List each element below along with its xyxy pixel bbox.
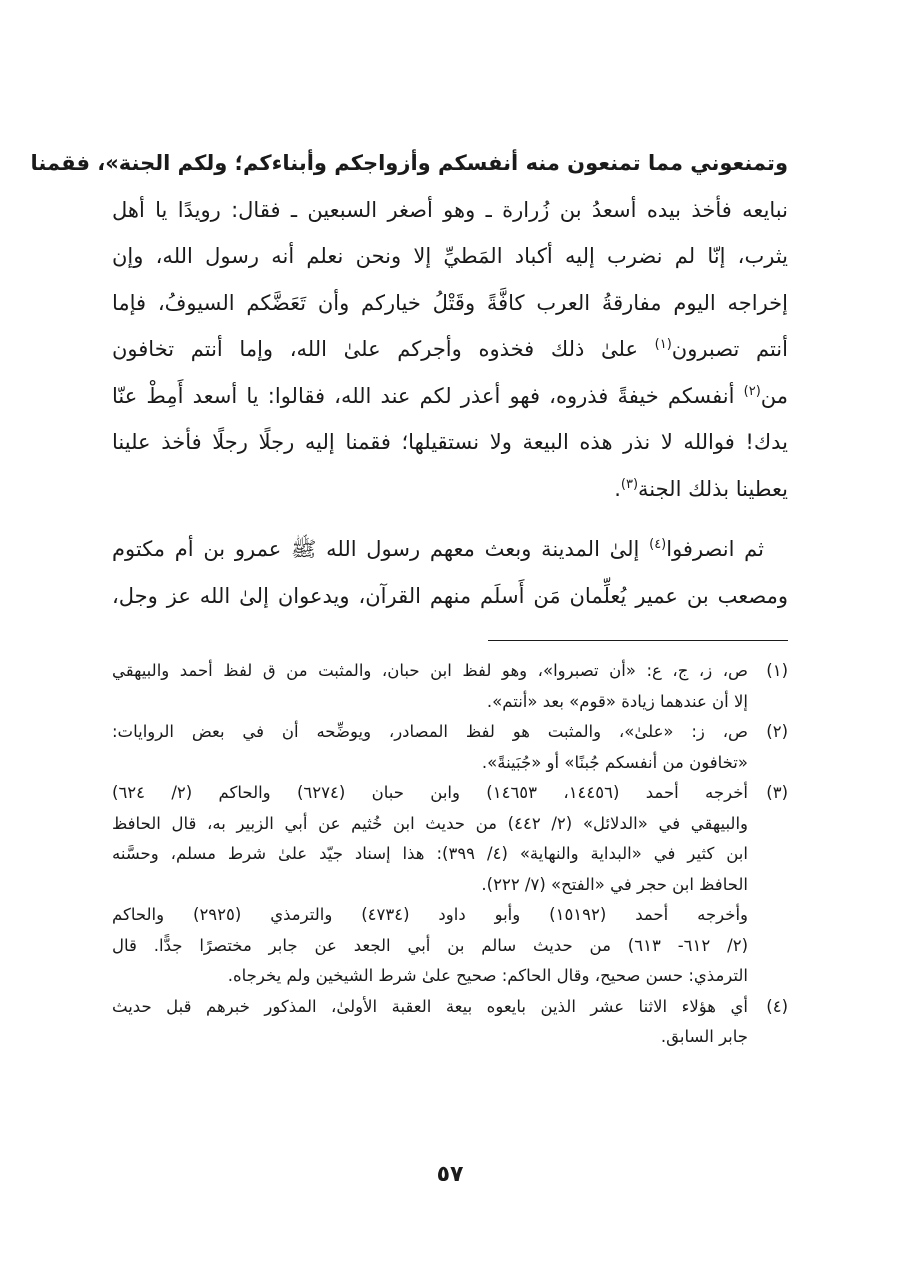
footnote-marker[interactable]: (٢) <box>743 383 761 399</box>
footnote-3 <box>112 778 788 992</box>
text-span: ثم انصرفوا <box>666 537 764 561</box>
footnote-divider <box>488 640 788 641</box>
text-line: يثرب، إنّا لم نضرب إليه أكباد المَطيِّ إلا ونحن نعلم أنه رسول الله، وإن <box>112 244 788 268</box>
footnote-line: الحافظ ابن حجر في «الفتح» (٧/ ٢٢٢). <box>481 874 748 894</box>
text-span: إلىٰ المدينة وبعث معهم رسول الله ﷺ عمرو بن أم مكتوم <box>112 537 650 561</box>
footnote-line: «تخافون من أنفسكم جُبنًا» أو «جُبَينةً». <box>481 752 748 772</box>
footnote-4 <box>112 992 788 1053</box>
footnote-marker[interactable]: (٣) <box>620 476 639 492</box>
text-span: من <box>760 383 788 408</box>
text-span: علىٰ ذلك فخذوه وأجركم علىٰ الله، وإما أنتم تخافون <box>112 337 655 361</box>
footnote-number: (٤) <box>766 996 788 1016</box>
footnote-line: ص، ز: «علىٰ»، والمثبت هو لفظ المصادر، ويوضِّحه أن في بعض الروايات: <box>112 722 748 741</box>
footnote-body <box>112 992 748 1053</box>
footnote-line: وأخرجه أحمد (١٥١٩٢) وأبو داود (٤٧٣٤) والترمذي (٢٩٢٥) والحاكم <box>112 905 749 924</box>
footnote-line: أخرجه أحمد (١٤٤٥٦، ١٤٦٥٣) وابن حبان (٦٢٧٤) والحاكم (٢/ ٦٢٤) <box>112 783 748 802</box>
footnote-line: إلا أن عندهما زيادة «قوم» بعد «أنتم». <box>486 691 748 711</box>
text-line: إخراجه اليوم مفارقةُ العرب كافَّةً وقَتْلُ خياركم وأن تَعَضَّكم السيوفُ، فإما <box>112 290 788 315</box>
footnote-1 <box>112 656 788 717</box>
footnotes <box>112 656 788 1053</box>
footnote-marker[interactable]: (١) <box>654 337 672 352</box>
footnote-body <box>112 656 748 717</box>
text-line: ومصعب بن عمير يُعلِّمان مَن أَسلَم منهم القرآن، ويدعوان إلىٰ الله عز وجل، <box>112 583 788 608</box>
footnote-line: الترمذي: حسن صحيح، وقال الحاكم: صحيح علىٰ شرط الشيخين ولم يخرجاه. <box>227 966 748 985</box>
footnote-line: والبيهقي في «الدلائل» (٢/ ٤٤٢) من حديث ابن خُثيم عن أبي الزبير به، قال الحافظ <box>112 813 749 833</box>
text-line <box>30 140 788 187</box>
text-span: أنفسكم خيفةً فذروه، فهو أعذر لكم عند الله، فقالوا: يا أسعد أَمِطْ عنّا <box>112 383 744 408</box>
text-line: نبايعه فأخذ بيده أسعدُ بن زُرارة ـ وهو أصغر السبعين ـ فقال: رويدًا يا أهل <box>112 197 788 222</box>
paragraph-gap <box>112 512 788 526</box>
footnote-number: (٢) <box>766 722 788 741</box>
footnote-line: أي هؤلاء الاثنا عشر الذين بايعوه بيعة العقبة الأولىٰ، المذكور خبرهم قبل حديث <box>112 996 748 1016</box>
footnote-body <box>112 717 748 778</box>
main-text <box>30 140 788 619</box>
footnote-line: (٢/ ٦١٢- ٦١٣) من حديث سالم بن أبي الجعد عن جابر مختصرًا جدًّا. قال <box>112 935 748 955</box>
text-line <box>112 526 788 573</box>
text-line <box>112 326 788 373</box>
footnote-marker[interactable]: (٤) <box>649 537 667 552</box>
page-number: ٥٧ <box>436 1162 464 1187</box>
text-line: يدك! فوالله لا نذر هذه البيعة ولا نستقيلها؛ فقمنا إليه رجلًا رجلًا فأخذ علينا <box>112 430 788 454</box>
footnote-2 <box>112 717 788 778</box>
text-line <box>112 466 788 513</box>
footnote-number: (٣) <box>766 783 788 802</box>
footnote-body <box>112 778 748 992</box>
page-body <box>30 140 788 619</box>
text-span: يعطينا بذلك الجنة <box>638 476 788 501</box>
text-span: وتمنعوني مما تمنعون منه أنفسكم وأزواجكم وأبناءكم؛ ولكم الجنة»، فقمنا <box>30 151 788 175</box>
footnote-line: جابر السابق. <box>660 1027 748 1046</box>
footnote-line: ص، ز، ج، ع: «أن تصبروا»، وهو لفظ ابن حبان، والمثبت من ق لفظ أحمد والبيهقي <box>112 661 748 680</box>
footnote-number: (١) <box>766 661 788 680</box>
footnote-line: ابن كثير في «البداية والنهاية» (٤/ ٣٩٩): هذا إسناد جيّد علىٰ شرط مسلم، وحسَّنه <box>112 844 748 863</box>
text-span: . <box>614 476 621 501</box>
text-span: أنتم تصبرون <box>671 337 788 361</box>
text-line <box>112 373 788 420</box>
